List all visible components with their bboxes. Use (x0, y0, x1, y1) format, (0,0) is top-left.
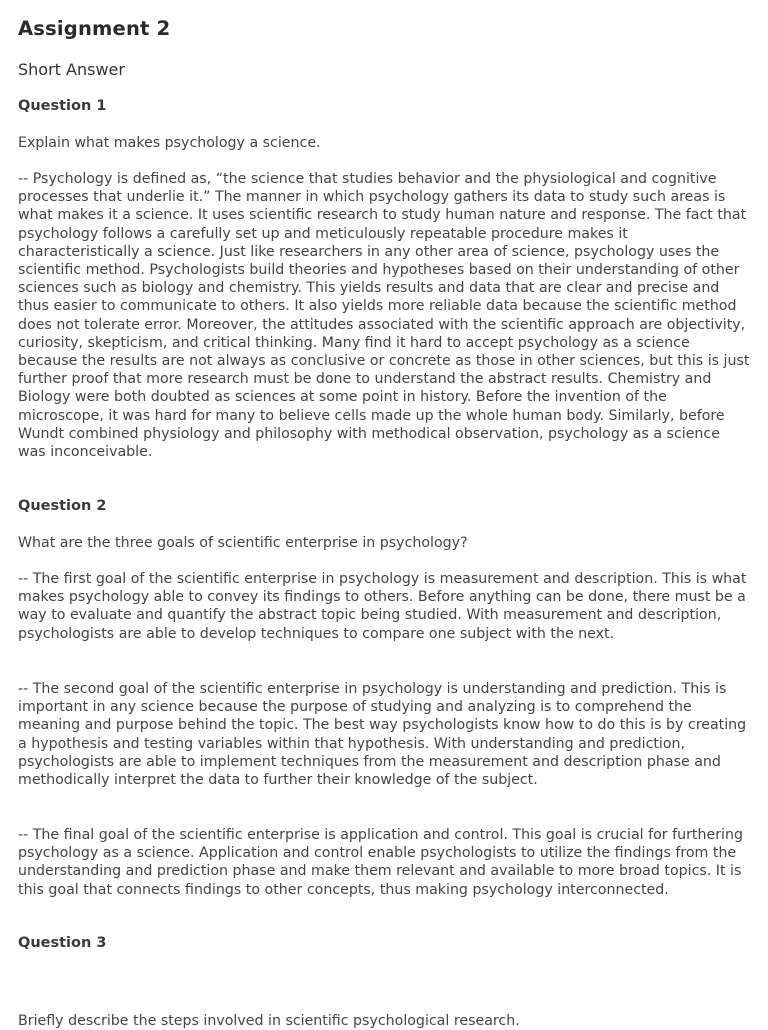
document-title: Assignment 2 (18, 17, 171, 40)
question-2-answer-2: -- The second goal of the scientific enterprise in psychology is understanding and prediction. This is important in any science because the purpose of studying and analyzing is to comprehend the meaning and purpose behind the topic. The best way psychologists know how to do this is by creating a hypothesis and testing variables within that hypothesis. With understanding and prediction, psychologists are able to implement techniques from the measurement and description phase and methodically interpret the data to further their knowledge of the subject. (18, 681, 747, 789)
question-3-prompt: Briefly describe the steps involved in scientific psychological research. (18, 1013, 520, 1029)
question-2-answer-3: -- The final goal of the scientific enterprise is application and control. This goal is crucial for furthering psychology as a science. Application and control enable psychologists to utilize the findings from the understanding and prediction phase and make them relevant and available to more broad topics. It is this goal that connects findings to other concepts, thus making psychology interconnected. (18, 827, 743, 898)
question-1-heading: Question 1 (18, 98, 107, 114)
question-1-answer: -- Psychology is defined as, “the science that studies behavior and the physiological and cognitive processes that underlie it.” The manner in which psychology gathers its data to study such areas is what makes it a science. It uses scientific research to study human nature and response. The fact that psychology follows a carefully set up and meticulously repeatable procedure makes it characteristically a science. Just like researchers in any other area of science, psychology uses the scientific method. Psychologists build theories and hypotheses based on their understanding of other sciences such as biology and chemistry. This yields results and data that are clear and precise and thus easier to communicate to others. It also yields more reliable data because the scientific method does not tolerate error. Moreover, the attitudes associated with the scientific approach are objectivity, curiosity, skepticism, and critical thinking. Many find it hard to accept psychology as a science because the results are not always as conclusive or concrete as those in other sciences, but this is just further proof that more research must be done to understand the abstract results. Chemistry and Biology were both doubted as sciences at some point in history. Before the invention of the microscope, it was hard for many to believe cells made up the whole human body. Similarly, before Wundt combined physiology and philosophy with methodical observation, psychology as a science was inconceivable. (18, 171, 750, 461)
question-1-prompt: Explain what makes psychology a science. (18, 135, 321, 151)
section-title: Short Answer (18, 60, 125, 79)
question-2-answer-1: -- The first goal of the scientific enterprise in psychology is measurement and description. This is what makes psychology able to convey its findings to others. Before anything can be done, there must be a way to evaluate and quantify the abstract topic being studied. With measurement and description, psychologists are able to develop techniques to compare one subject with the next. (18, 571, 747, 642)
question-2-prompt: What are the three goals of scientific enterprise in psychology? (18, 535, 468, 551)
question-2-heading: Question 2 (18, 498, 107, 514)
question-3-heading: Question 3 (18, 935, 107, 951)
